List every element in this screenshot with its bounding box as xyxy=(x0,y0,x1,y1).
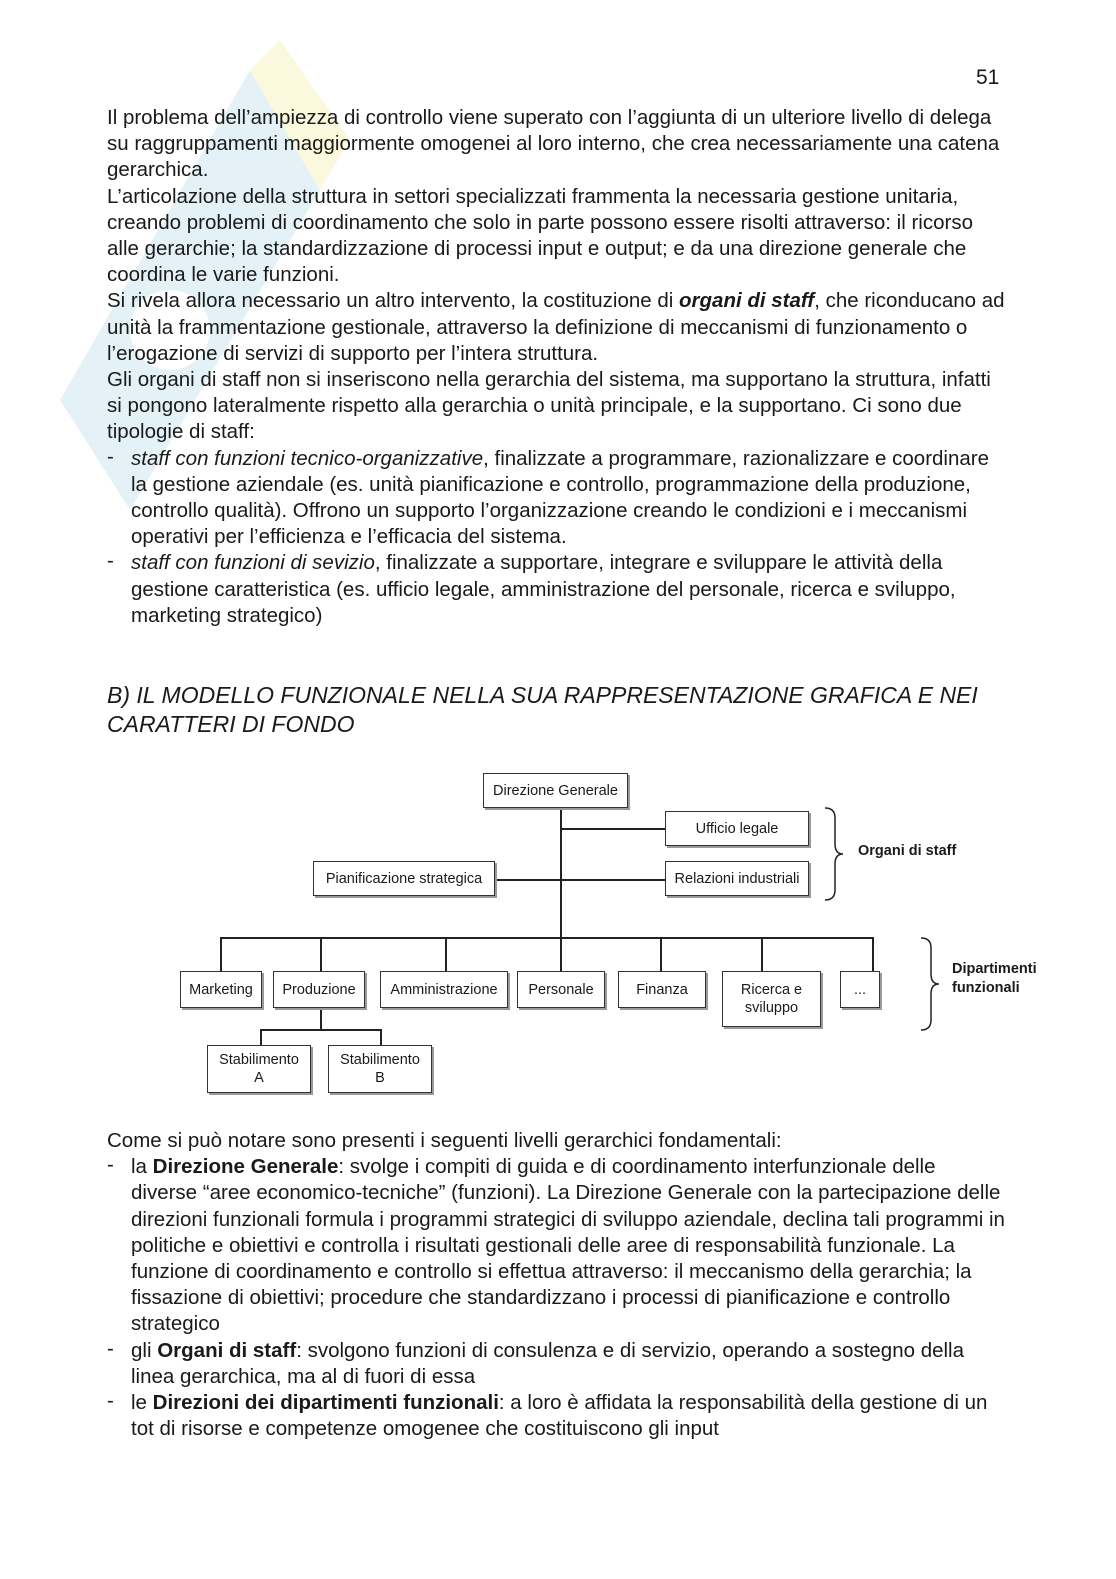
org-box-staff: Ufficio legale xyxy=(665,811,809,846)
paragraph: Gli organi di staff non si inseriscono nella gerarchia del sistema, ma supportano la struttura, infatti si pongono lateralmente rispetto alla gerarchia o unità principale, e la supportano. Ci sono due tipologie di staff: xyxy=(107,368,991,444)
connector-line xyxy=(445,937,447,971)
org-box-direzione-generale: Direzione Generale xyxy=(483,773,628,808)
staff-label: Organi di staff xyxy=(858,843,957,859)
connector-line xyxy=(320,1008,322,1030)
brace-icon xyxy=(919,936,943,1032)
list-item: - gli Organi di staff: svolgono funzioni di consulenza e di servizio, operando a sostegno della linea gerarchica, ma al di fuori di essa xyxy=(107,1336,965,1388)
connector-line xyxy=(560,937,562,971)
org-box-department: Produzione xyxy=(273,971,365,1008)
org-box-plant: Stabilimento B xyxy=(328,1045,432,1093)
org-chart-diagram xyxy=(175,768,1065,1103)
connector-line xyxy=(220,937,222,971)
bottom-text-block xyxy=(107,1128,1007,1442)
departments-label: Dipartimenti funzionali xyxy=(952,961,1037,996)
levels-list xyxy=(107,1154,1007,1442)
connector-line xyxy=(320,937,322,971)
bold-term: organi di staff xyxy=(679,289,815,313)
connector-line xyxy=(260,1029,262,1045)
org-box-staff: Pianificazione strategica xyxy=(313,861,495,896)
section-heading: B) IL MODELLO FUNZIONALE NELLA SUA RAPPRESENTAZIONE GRAFICA E NEI CARATTERI DI FONDO xyxy=(107,682,978,737)
connector-line xyxy=(660,937,662,971)
paragraph: Come si può notare sono presenti i seguenti livelli gerarchici fondamentali: xyxy=(107,1129,782,1152)
connector-line xyxy=(220,937,874,939)
paragraph: Il problema dell’ampiezza di controllo viene superato con l’aggiunta di un ulteriore livello di delega su raggruppamenti maggiormente omogenei al loro interno, che crea necessariamente una catena gerarchica. xyxy=(107,106,1000,182)
connector-line xyxy=(761,937,763,971)
list-item: - le Direzioni dei dipartimenti funzionali: a loro è affidata la responsabilità della gestione di un tot di risorse e competenze omogenee che costituiscono gli input xyxy=(107,1389,988,1441)
paragraph: Si rivela allora necessario un altro intervento, la costituzione di organi di staff, che riconducano ad unità la frammentazione gestionale, attraverso la definizione di meccanismi di funzionamento o l’erogazione di servizi di supporto per l’intera struttura. xyxy=(107,289,1005,365)
staff-types-list xyxy=(107,446,1007,629)
connector-line xyxy=(560,828,665,830)
connector-line xyxy=(380,1029,382,1045)
org-box-department: Marketing xyxy=(180,971,262,1008)
org-box-plant: Stabilimento A xyxy=(207,1045,311,1093)
brace-icon xyxy=(823,806,847,902)
org-box-department: Finanza xyxy=(618,971,706,1008)
org-box-department: Personale xyxy=(517,971,605,1008)
list-item: - staff con funzioni di sevizio, finalizzate a supportare, integrare e sviluppare le attività della gestione caratteristica (es. ufficio legale, amministrazione del personale, ricerca e sviluppo, marketing strategico) xyxy=(107,549,956,627)
org-box-department: Amministrazione xyxy=(380,971,508,1008)
connector-line xyxy=(872,937,874,971)
paragraph: L’articolazione della struttura in settori specializzati frammenta la necessaria gestione unitaria, creando problemi di coordinamento che solo in parte possono essere risolti attraverso: il ricorso alle gerarchie; la standardizzazione di processi input e output; e da una direzione generale che coordina le varie funzioni. xyxy=(107,184,973,287)
connector-line xyxy=(260,1029,381,1031)
org-box-department: ... xyxy=(840,971,880,1008)
top-text-block xyxy=(107,105,1007,629)
org-box-staff: Relazioni industriali xyxy=(665,861,809,896)
connector-line xyxy=(495,879,665,881)
page-number: 51 xyxy=(976,66,1000,89)
list-item: - staff con funzioni tecnico-organizzative, finalizzate a programmare, razionalizzare e coordinare la gestione aziendale (es. unità pianificazione e controllo, programmazione della produzione, controllo qualità). Offrono un supporto l’organizzazione creando le condizioni e i meccanismi operativi per l’efficienza e l’efficacia del sistema. xyxy=(107,444,990,549)
org-box-department: Ricerca e sviluppo xyxy=(722,971,821,1027)
list-item: - la Direzione Generale: svolge i compiti di guida e di coordinamento interfunzionale delle diverse “aree economico-tecniche” (funzioni). La Direzione Generale con la partecipazione delle direzioni funzionali formula i programmi strategici di sviluppo aziendale, declina tali programmi in politiche e obiettivi e controlla i risultati gestionali delle aree di responsabilità funzionale. La funzione di coordinamento e controllo si effettua attraverso: il meccanismo della gerarchia; la fissazione di obiettivi; procedure che standardizzano i processi di pianificazione e controllo strategico xyxy=(107,1153,1005,1336)
